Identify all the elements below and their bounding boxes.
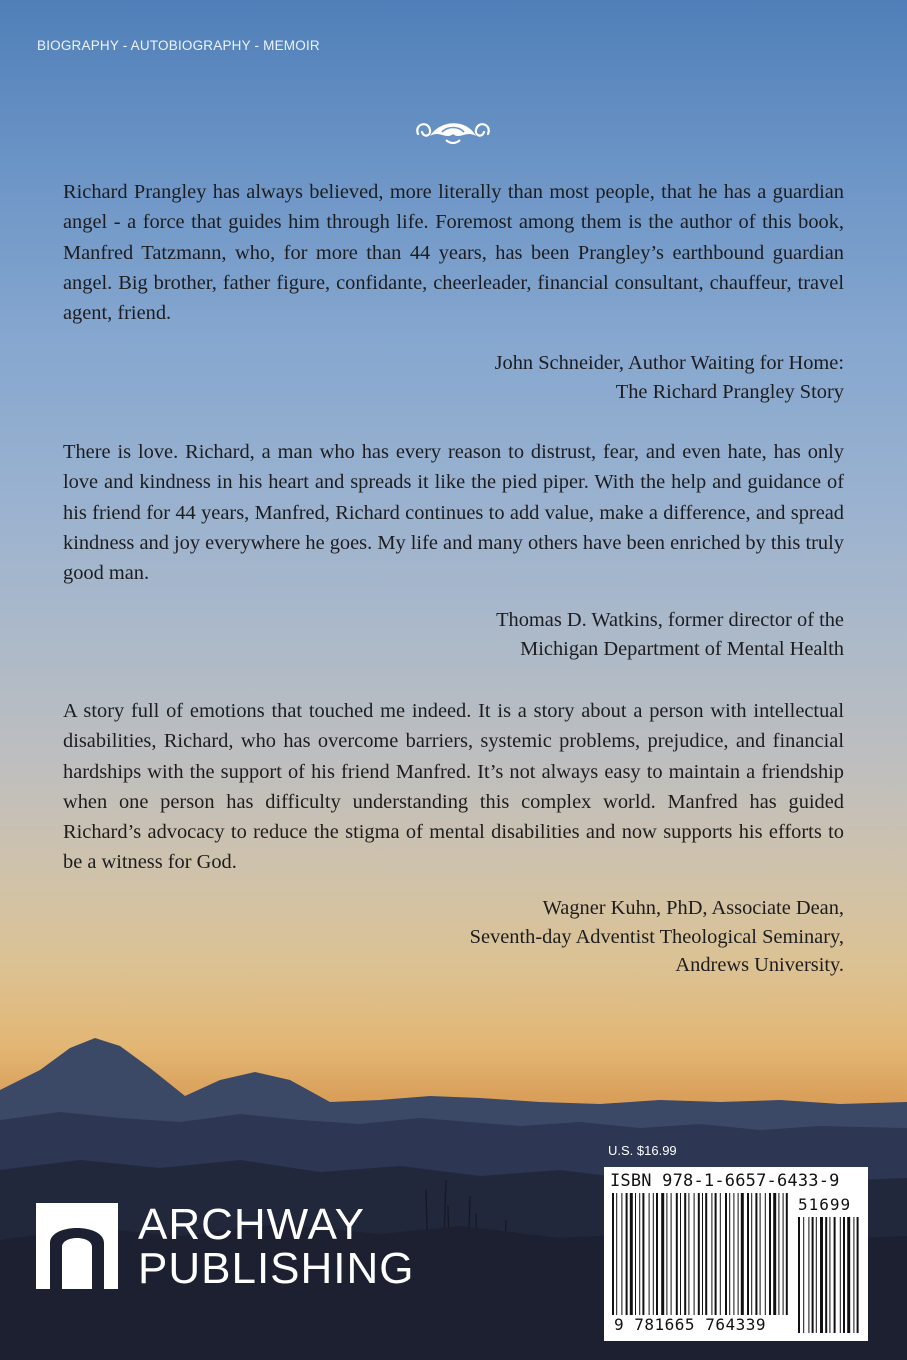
blurb-1 bbox=[63, 177, 844, 328]
attribution-line: Thomas D. Watkins, former director of the bbox=[496, 609, 844, 631]
blurb-3-attribution bbox=[63, 894, 844, 980]
price-label: U.S. $16.99 bbox=[608, 1143, 677, 1158]
blurb-text: A story full of emotions that touched me indeed. It is a story about a person with intellectual disabilities, Richard, who has overcome barriers, systemic problems, prejudice, and financial hardships with the support of his friend Manfred. It’s not always easy to maintain a friendship when one person has difficulty understanding this complex world. Manfred has guided Richard’s advocacy to reduce the stigma of mental disabilities and now supports his efforts to be a witness for God. bbox=[63, 700, 844, 874]
publisher-name-line1: ARCHWAY bbox=[138, 1200, 365, 1249]
attribution-line: Seventh-day Adventist Theological Seminary, bbox=[469, 925, 844, 948]
blurb-2 bbox=[63, 437, 844, 588]
attribution-line: The Richard Prangley Story bbox=[615, 380, 844, 403]
publisher-name-line2: PUBLISHING bbox=[138, 1244, 415, 1293]
blurb-text: There is love. Richard, a man who has every reason to distrust, fear, and even hate, has only love and kindness in his heart and spreads it like the pied piper. With the help and guidance of his friend for 44 years, Manfred, Richard continues to add value, make a difference, and spread kindness and joy everywhere he goes. My life and many others have been enriched by this truly good man. bbox=[63, 441, 844, 585]
barcode-addon-digits: 51699 bbox=[798, 1195, 852, 1214]
barcode-ean-digits: 9 781665 764339 bbox=[614, 1315, 766, 1334]
attribution-line: Wagner Kuhn, PhD, Associate Dean, bbox=[542, 897, 844, 919]
blurb-3 bbox=[63, 696, 844, 878]
archway-logo-icon bbox=[36, 1203, 126, 1293]
attribution-line: Michigan Department of Mental Health bbox=[520, 637, 844, 660]
blurb-2-attribution bbox=[63, 606, 844, 663]
publisher-logo bbox=[36, 1200, 426, 1293]
category-label: BIOGRAPHY - AUTOBIOGRAPHY - MEMOIR bbox=[37, 38, 320, 53]
barcode-panel bbox=[604, 1167, 868, 1341]
blurb-text: Richard Prangley has always believed, more literally than most people, that he has a guardian angel - a force that guides him through life. Foremost among them is the author of this book, Manfred Tatzmann, who, for more than 44 years, has been Prangley’s earthbound guardian angel. Big brother, father figure, confidante, cheerleader, financial consultant, chauffeur, travel agent, friend. bbox=[63, 181, 844, 325]
isbn-label: ISBN 978-1-6657-6433-9 bbox=[610, 1171, 840, 1191]
leaf-flourish-icon bbox=[412, 112, 494, 148]
attribution-line: John Schneider, Author Waiting for Home: bbox=[494, 352, 844, 374]
blurb-1-attribution bbox=[63, 349, 844, 406]
attribution-line: Andrews University. bbox=[675, 954, 844, 977]
barcode-icon bbox=[608, 1193, 864, 1335]
